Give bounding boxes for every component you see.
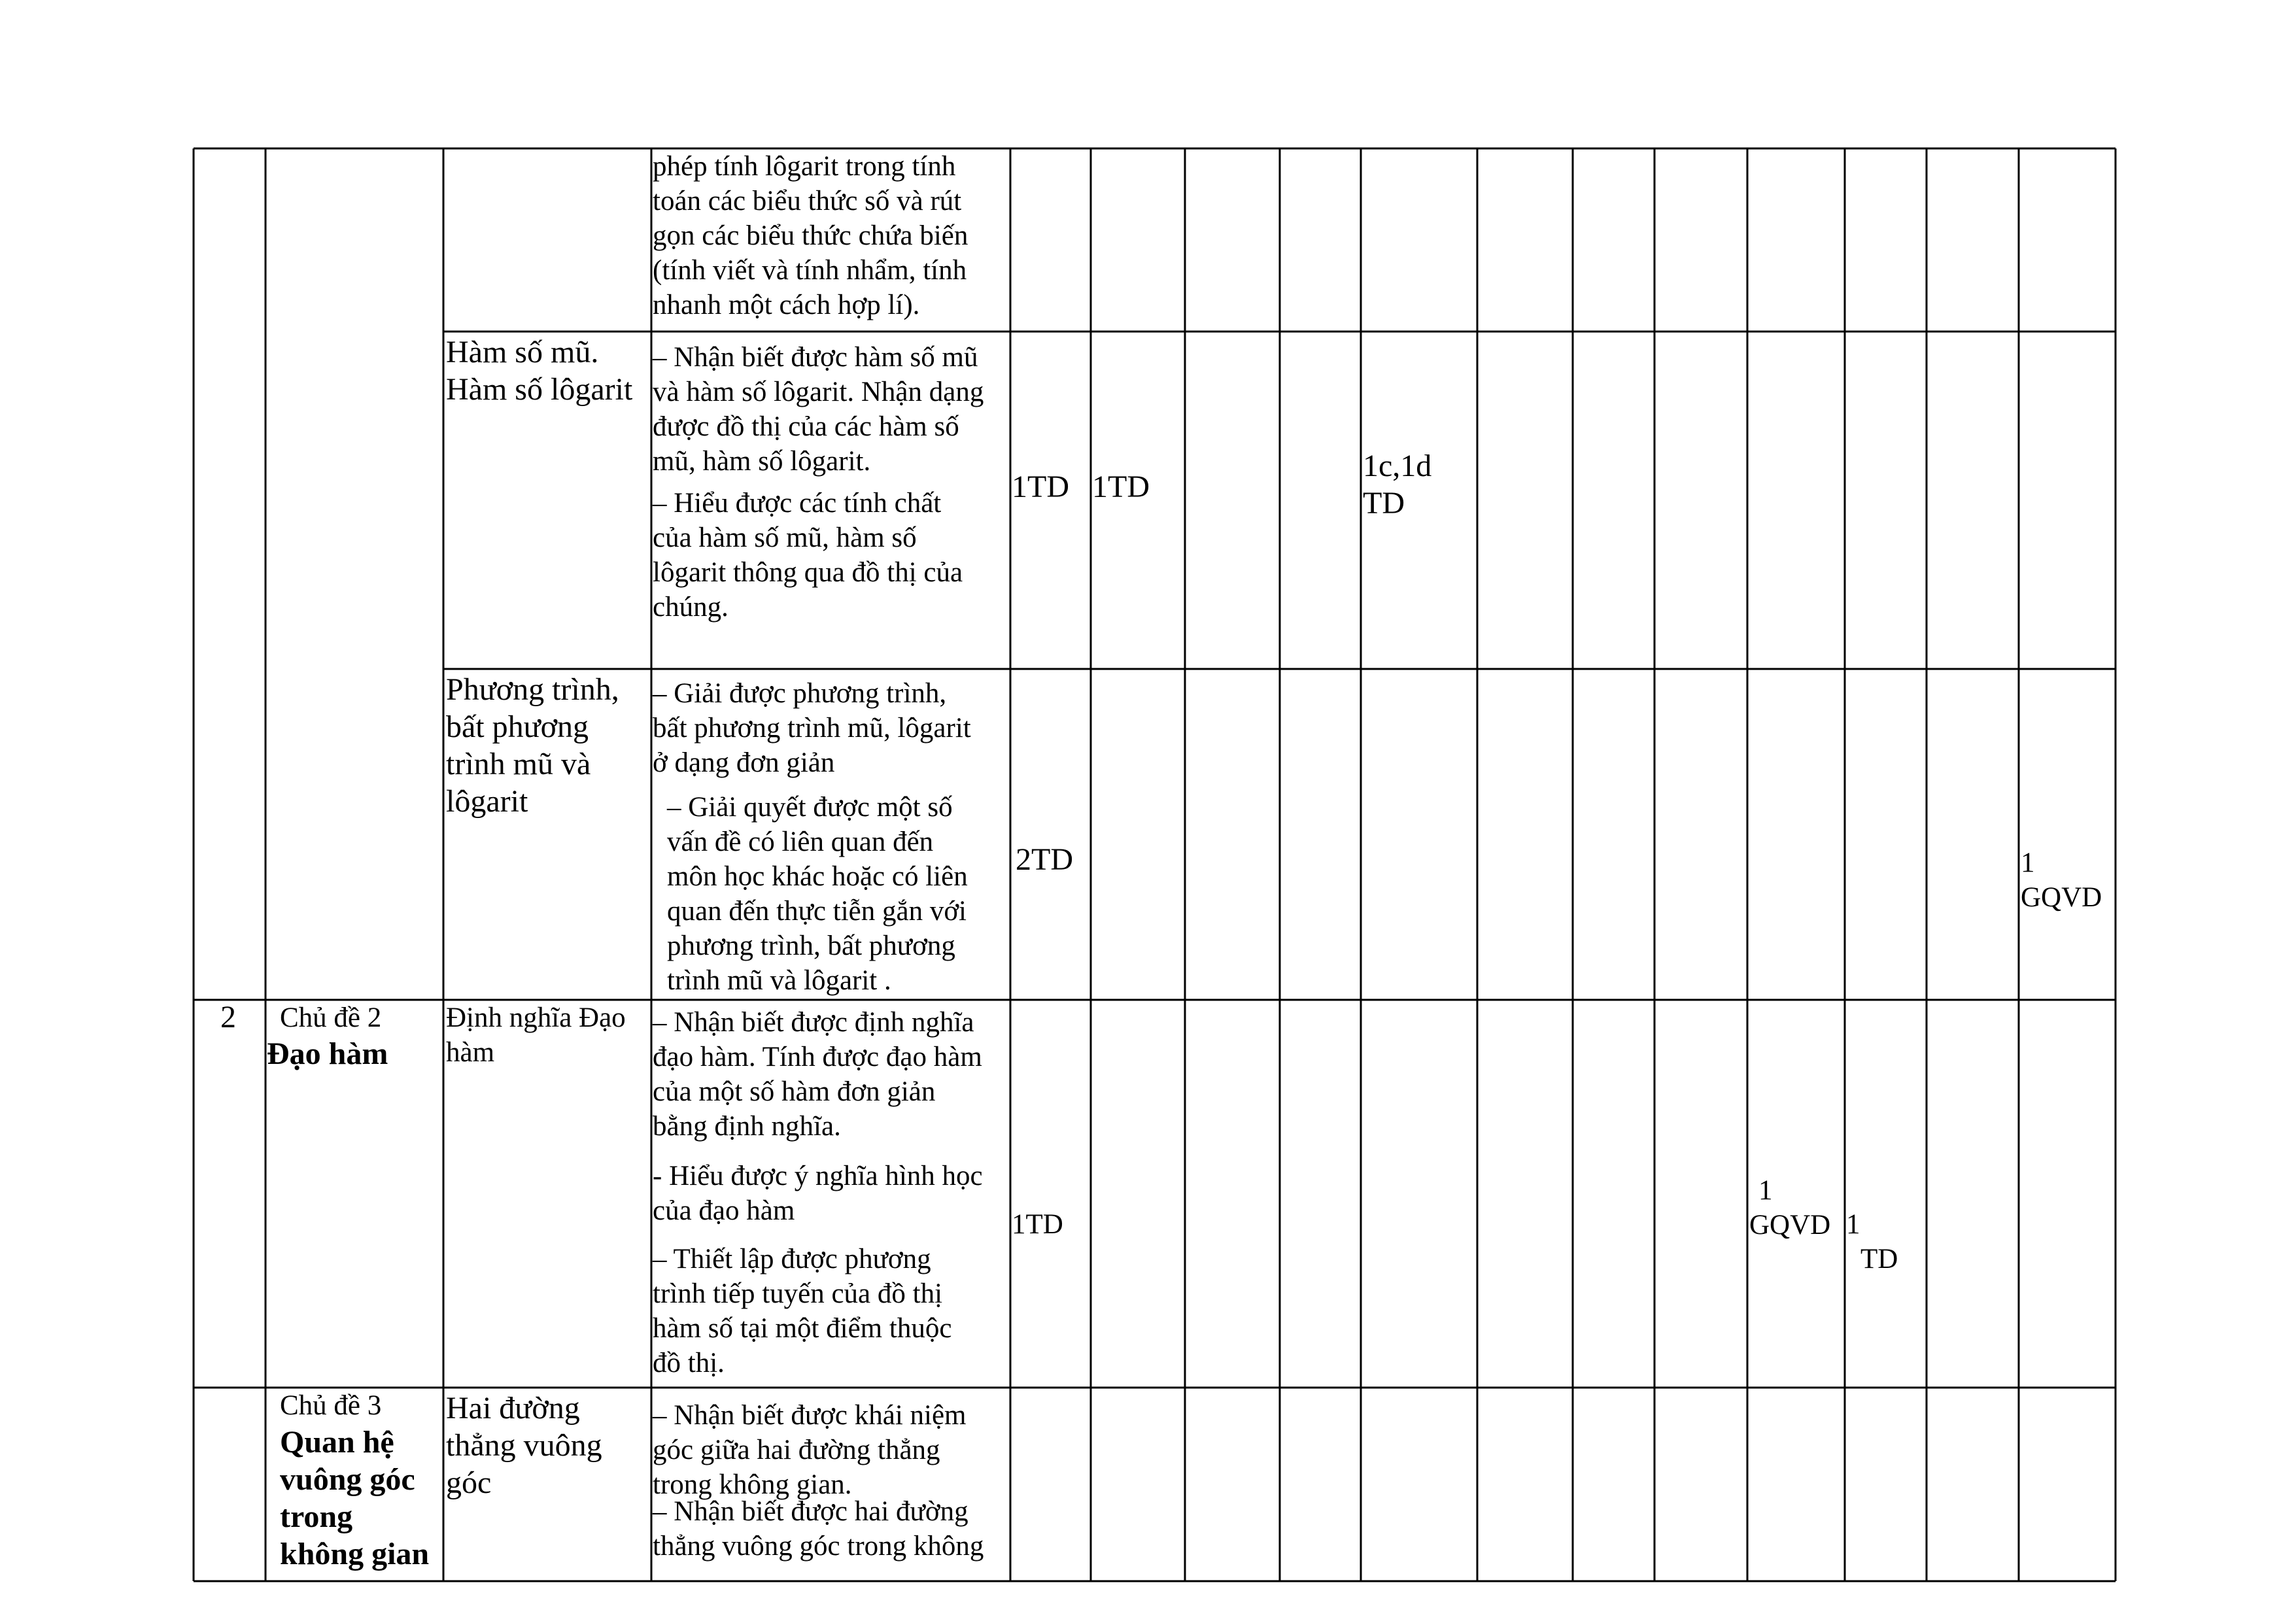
requirement-row4-meaning: - Hiểu được ý nghĩa hình học của đạo hàm (653, 1161, 983, 1226)
requirement-row5-angle: – Nhận biết được khái niệm góc giữa hai đường thẳng trong không gian. (653, 1400, 967, 1500)
requirement-row3-solve: – Giải được phương trình, bất phương trình mũ, lôgarit ở dạng đơn giản (653, 678, 971, 778)
requirement-row2-understand: – Hiểu được các tính chất của hàm số mũ, hàm số lôgarit thông qua đồ thị của chúng. (653, 488, 963, 623)
mark-row4-col14: 1 TD (1846, 1209, 1898, 1274)
content-perpendicular-lines: Hai đường thẳng vuông góc (446, 1391, 602, 1500)
content-exponential-log-functions: Hàm số mũ. Hàm số lôgarit (446, 335, 633, 407)
mark-row2-col9: 1c,1d TD (1363, 449, 1432, 521)
topic-label-3: Chủ đề 3 (280, 1390, 382, 1421)
requirement-row2-recognize: – Nhận biết được hàm số mũ và hàm số lôgarit. Nhận dạng được đồ thị của các hàm số mũ, hàm số lôgarit. (653, 342, 984, 477)
requirement-row4-recognize: – Nhận biết được định nghĩa đạo hàm. Tính được đạo hàm của một số hàm đơn giản bằng định nghĩa. (653, 1007, 982, 1142)
row-number-2: 2 (220, 1000, 236, 1034)
mark-row2-col5: 1TD (1012, 470, 1069, 504)
topic-title-derivative: Đạo hàm (267, 1036, 388, 1071)
requirement-row4-tangent: – Thiết lập được phương trình tiếp tuyến của đồ thị hàm số tại một điểm thuộc đồ thị. (653, 1244, 952, 1378)
requirement-row1: phép tính lôgarit trong tính toán các biểu thức số và rút gọn các biểu thức chứa biến (tính viết và tính nhẩm, tính nhanh một cách hợp lí). (653, 151, 968, 320)
mark-row3-col5: 2TD (1016, 842, 1073, 877)
content-derivative-definition: Định nghĩa Đạo hàm (446, 1002, 626, 1068)
mark-row2-col6: 1TD (1092, 470, 1150, 504)
content-exp-log-equations: Phương trình, bất phương trình mũ và lôgarit (446, 672, 619, 819)
requirement-row3-apply: – Giải quyết được một số vấn đề có liên quan đến môn học khác hoặc có liên quan đến thực tiễn gắn với phương trình, bất phương trình mũ và lôgarit . (667, 792, 968, 996)
mark-row4-col5: 1TD (1012, 1209, 1063, 1240)
topic-title-perpendicularity: Quan hệ vuông góc trong không gian (280, 1425, 430, 1571)
topic-label-2: Chủ đề 2 (280, 1002, 382, 1033)
requirement-row5-perpendicular: – Nhận biết được hai đường thẳng vuông góc trong không (653, 1496, 984, 1562)
mark-row4-col13: 1 GQVD (1749, 1175, 1831, 1240)
mark-row3-col16: 1 GQVD (2021, 847, 2102, 913)
